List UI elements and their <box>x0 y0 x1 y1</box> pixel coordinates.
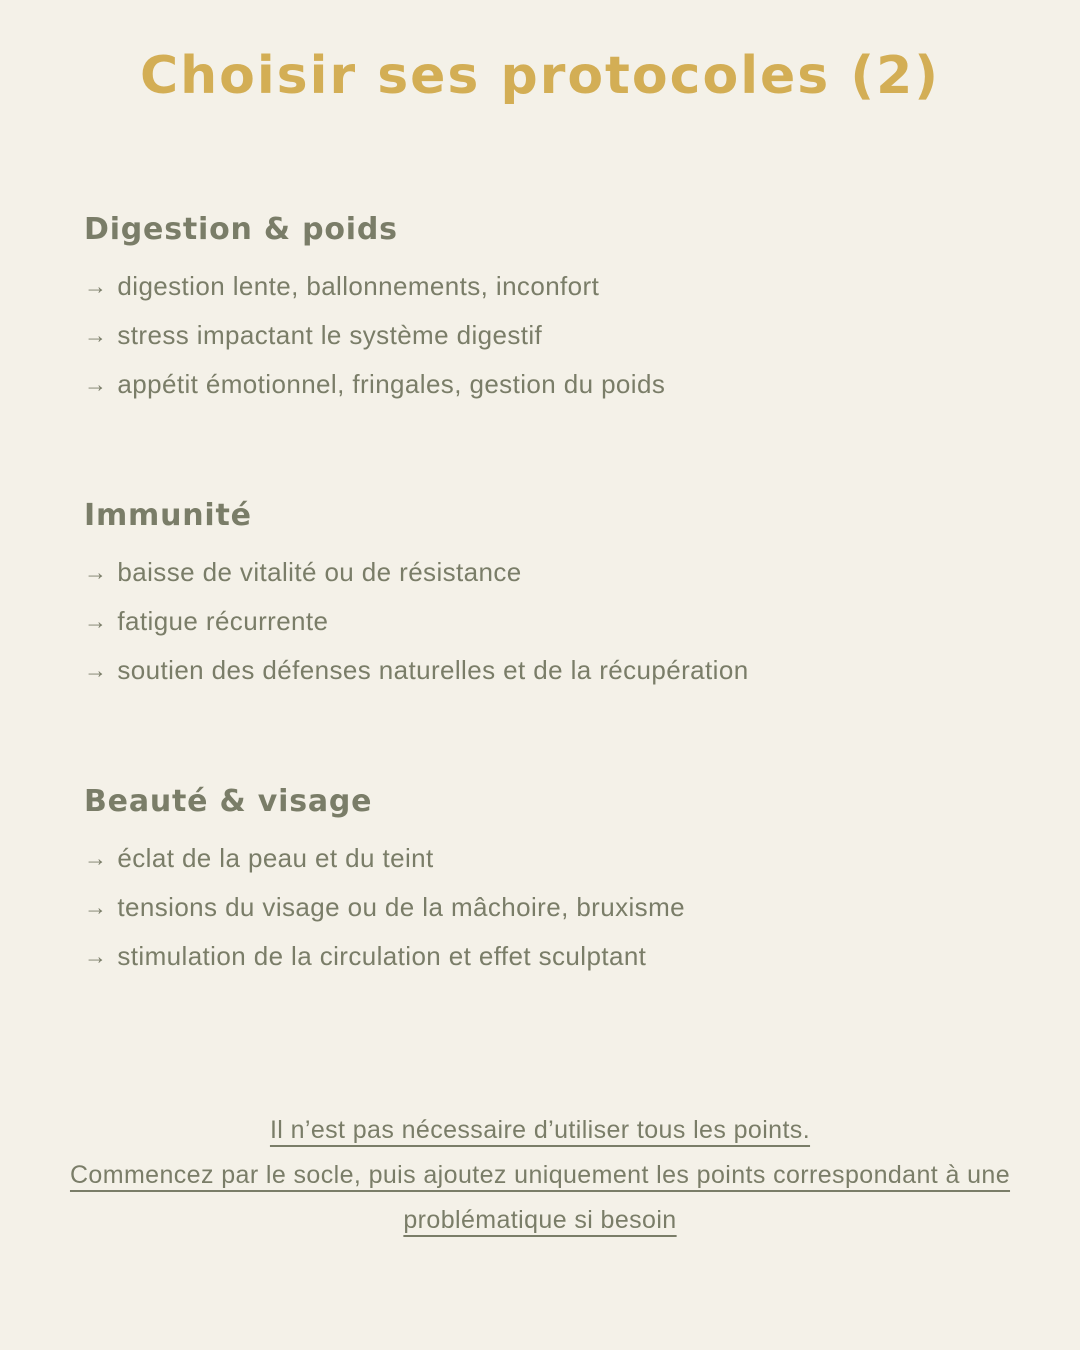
page-title: Choisir ses protocoles (2) <box>139 46 941 106</box>
arrow-bullet-icon: → <box>84 845 108 871</box>
list-item <box>84 273 1000 300</box>
list-item-text: appétit émotionnel, fringales, gestion du poids <box>117 369 666 399</box>
arrow-bullet-icon: → <box>84 559 108 585</box>
list-item-text: fatigue récurrente <box>117 606 329 636</box>
list-item-text: digestion lente, ballonnements, inconfort <box>117 271 600 301</box>
arrow-bullet-icon: → <box>84 894 108 920</box>
section-heading: Beauté & visage <box>84 784 373 819</box>
footer-note-line-2: Commencez par le socle, puis ajoutez uniquement les points correspondant à une problématique si besoin <box>69 1161 1011 1234</box>
section-heading: Digestion & poids <box>84 212 398 247</box>
list-item <box>84 894 1000 921</box>
section-digestion-poids <box>84 212 1000 398</box>
list-item-text: tensions du visage ou de la mâchoire, bruxisme <box>117 892 685 922</box>
arrow-bullet-icon: → <box>84 657 108 683</box>
arrow-bullet-icon: → <box>84 322 108 348</box>
footer-note <box>60 1108 1020 1243</box>
list-item-text: stress impactant le système digestif <box>117 320 543 350</box>
list-item <box>84 559 1000 586</box>
list-item <box>84 943 1000 970</box>
list-item <box>84 608 1000 635</box>
list-item-text: soutien des défenses naturelles et de la récupération <box>117 655 749 685</box>
section-beaute-visage <box>84 784 1000 970</box>
content <box>60 212 1020 970</box>
arrow-bullet-icon: → <box>84 943 108 969</box>
list-item <box>84 371 1000 398</box>
list-item-text: stimulation de la circulation et effet sculptant <box>117 941 647 971</box>
arrow-bullet-icon: → <box>84 273 108 299</box>
list-item <box>84 845 1000 872</box>
list-item-text: baisse de vitalité ou de résistance <box>117 557 522 587</box>
list-item-text: éclat de la peau et du teint <box>117 843 434 873</box>
list-item <box>84 657 1000 684</box>
section-heading: Immunité <box>84 498 252 533</box>
arrow-bullet-icon: → <box>84 608 108 634</box>
footer-note-line-1: Il n’est pas nécessaire d’utiliser tous les points. <box>269 1116 811 1144</box>
section-immunite <box>84 498 1000 684</box>
list-item <box>84 322 1000 349</box>
arrow-bullet-icon: → <box>84 371 108 397</box>
